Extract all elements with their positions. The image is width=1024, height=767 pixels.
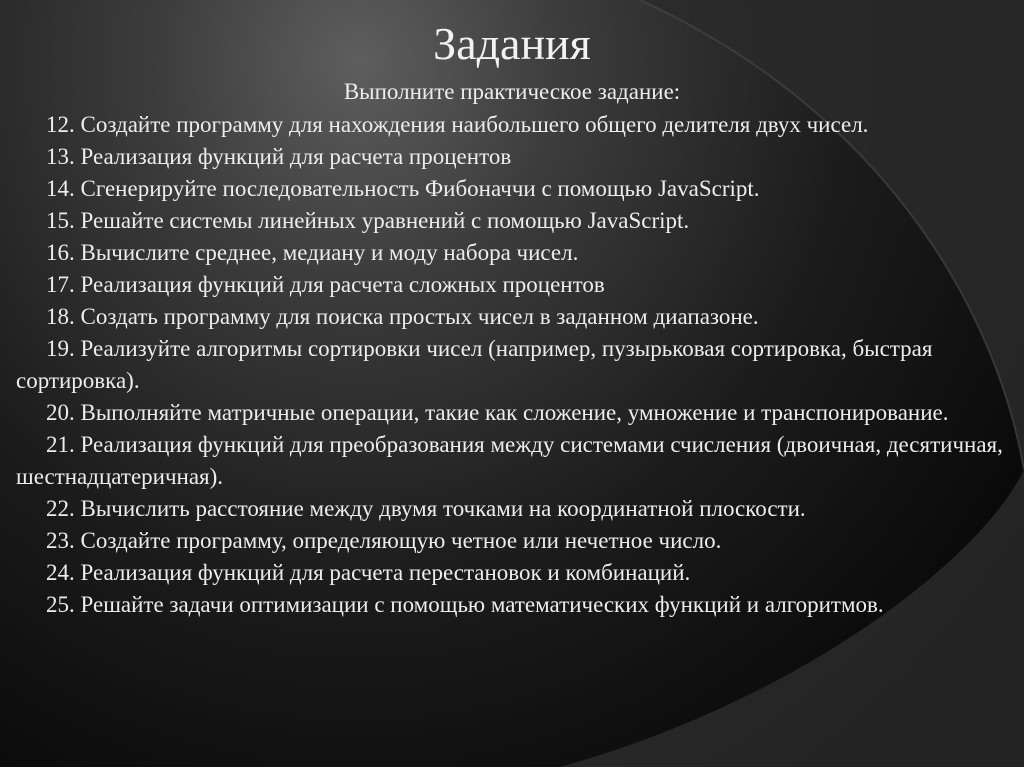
task-number: 13. [46,144,75,169]
task-text: Вычислите среднее, медиану и моду набора чисел. [80,240,579,265]
task-item [16,493,1006,525]
task-number: 25. [46,592,75,617]
task-number: 21. [46,432,75,457]
task-number: 20. [46,400,75,425]
task-item [16,141,1006,173]
task-text: Решайте системы линейных уравнений с помощью JavaScript. [80,208,690,233]
task-item [16,333,1006,397]
task-item [16,397,1006,429]
task-item [16,109,1006,141]
task-number: 15. [46,208,75,233]
task-number: 12. [46,112,75,137]
task-number: 22. [46,496,75,521]
task-item [16,269,1006,301]
task-item [16,589,1006,621]
task-number: 23. [46,528,75,553]
task-number: 24. [46,560,75,585]
task-item [16,301,1006,333]
task-item [16,205,1006,237]
task-number: 19. [46,336,75,361]
task-number: 17. [46,272,75,297]
task-number: 14. [46,176,75,201]
task-text: Реализуйте алгоритмы сортировки чисел (например, пузырьковая сортировка, быстрая сортировка). [16,336,933,393]
task-text: Создайте программу для нахождения наибольшего общего делителя двух чисел. [80,112,869,137]
task-item [16,173,1006,205]
task-text: Решайте задачи оптимизации с помощью математических функций и алгоритмов. [80,592,884,617]
task-text: Реализация функций для преобразования между системами счисления (двоичная, десятичная, шестнадцатеричная). [16,432,1003,489]
task-item [16,237,1006,269]
task-text: Реализация функций для расчета процентов [80,144,512,169]
task-list [16,109,1006,621]
task-text: Реализация функций для расчета сложных процентов [80,272,605,297]
task-item [16,557,1006,589]
task-item [16,525,1006,557]
task-number: 18. [46,304,75,329]
task-text: Реализация функций для расчета перестановок и комбинаций. [80,560,691,585]
task-text: Сгенерируйте последовательность Фибоначчи с помощью JavaScript. [80,176,760,201]
task-text: Создайте программу, определяющую четное или нечетное число. [80,528,722,553]
slide-subtitle: Выполните практическое задание: [343,79,681,104]
task-item [16,429,1006,493]
task-number: 16. [46,240,75,265]
task-text: Выполняйте матричные операции, такие как сложение, умножение и транспонирование. [80,400,949,425]
slide-title: Задания [433,18,591,69]
task-text: Вычислить расстояние между двумя точками на координатной плоскости. [80,496,806,521]
task-text: Создать программу для поиска простых чисел в заданном диапазоне. [80,304,759,329]
